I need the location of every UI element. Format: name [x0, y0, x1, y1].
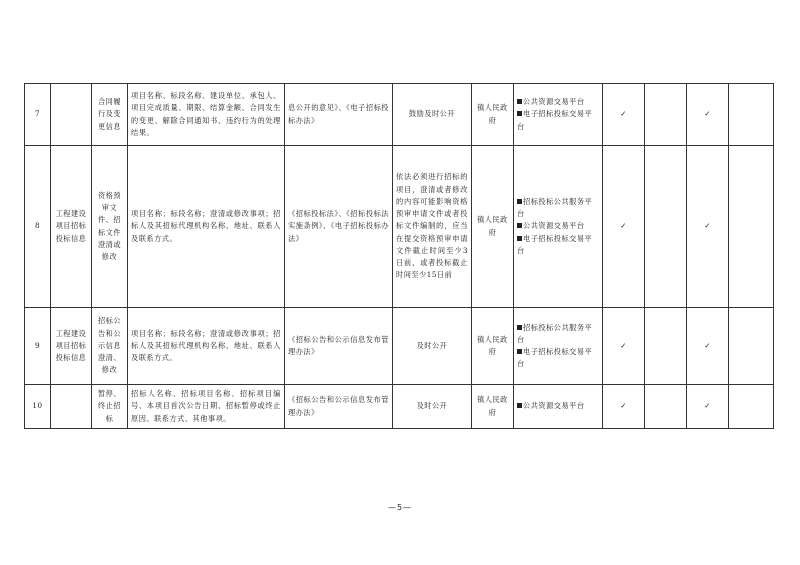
- platform-cell: [514, 385, 603, 429]
- check-cell-a: ✓: [603, 84, 645, 146]
- basis-cell: 息公开的意见》、《电子招标投标办法》: [285, 84, 393, 146]
- square-bullet-icon: [517, 223, 522, 228]
- check-cell-d: [729, 385, 774, 429]
- table-row: [25, 308, 774, 385]
- platform-item: 公共资源交易平台: [517, 400, 599, 412]
- timing-cell: 依法必须进行招标的项目，澄清或者修改的内容可能影响资格预审申请文件或者投标文件编制的，应当在提交资格预审申请文件截止时间至少3日前，或者投标截止时间至少15日前: [393, 146, 472, 308]
- platform-item: 公共资源交易平台: [517, 96, 599, 108]
- subject-cell: 镇人民政府: [472, 308, 514, 385]
- check-cell-b: [645, 308, 687, 385]
- check-cell-c: ✓: [687, 84, 729, 146]
- subject-cell: 镇人民政府: [472, 84, 514, 146]
- row-number: 7: [25, 84, 51, 146]
- timing-cell: 及时公开: [393, 308, 472, 385]
- square-bullet-icon: [517, 349, 522, 354]
- square-bullet-icon: [517, 111, 522, 116]
- check-cell-b: [645, 146, 687, 308]
- row-number: 10: [25, 385, 51, 429]
- table-row: [25, 146, 774, 308]
- platform-cell: [514, 146, 603, 308]
- check-cell-d: [729, 308, 774, 385]
- check-cell-a: ✓: [603, 385, 645, 429]
- subcategory-cell: 资格预审文件、招标文件澄清或修改: [92, 146, 128, 308]
- check-cell-d: [729, 146, 774, 308]
- subcategory-cell: 暂停、终止招标: [92, 385, 128, 429]
- platform-item: 电子招标投标交易平台: [517, 109, 593, 131]
- basis-cell: 《招标公告和公示信息发布管理办法》: [285, 308, 393, 385]
- square-bullet-icon: [517, 199, 522, 204]
- disclosure-table: [24, 83, 774, 429]
- subcategory-cell: 招标公告和公示信息澄清、修改: [92, 308, 128, 385]
- category-cell: 工程建设项目招标投标信息: [51, 308, 92, 385]
- check-cell-c: ✓: [687, 146, 729, 308]
- platform-cell: [514, 84, 603, 146]
- check-cell-a: ✓: [603, 146, 645, 308]
- check-cell-b: [645, 385, 687, 429]
- basis-cell: 《招标公告和公示信息发布管理办法》: [285, 385, 393, 429]
- platform-item: 招标投标公共服务平台: [517, 196, 593, 219]
- check-cell-a: ✓: [603, 308, 645, 385]
- platform-cell: [514, 308, 603, 385]
- square-bullet-icon: [517, 236, 522, 241]
- check-cell-c: ✓: [687, 385, 729, 429]
- platform-item: 公共资源交易平台: [517, 220, 599, 232]
- table-row: [25, 385, 774, 429]
- content-cell: 项目名称、标段名称、建设单位、承包人、项目完成质量、期限、结算金额、合同发生的变更、解除合同通知书、违约行为的处理结果。: [128, 84, 285, 146]
- square-bullet-icon: [517, 325, 522, 330]
- page-number: —5—: [387, 503, 413, 512]
- platform-item: 招标投标公共服务平台: [517, 322, 593, 344]
- category-cell: [51, 385, 92, 429]
- square-bullet-icon: [517, 403, 522, 408]
- category-cell: 工程建设项目招标投标信息: [51, 146, 92, 308]
- subcategory-cell: 合同履行及变更信息: [92, 84, 128, 146]
- table-row: [25, 84, 774, 146]
- content-cell: 项目名称；标段名称；澄清或修改事项；招标人及其招标代理机构名称、地址、联系人及联系方式。: [128, 146, 285, 308]
- timing-cell: 及时公开: [393, 385, 472, 429]
- row-number: 8: [25, 146, 51, 308]
- check-cell-b: [645, 84, 687, 146]
- platform-item: 电子招标投标交易平台: [517, 347, 593, 369]
- subject-cell: 镇人民政府: [472, 385, 514, 429]
- content-cell: 招标人名称、招标项目名称、招标项目编号、本项目首次公告日期、招标暂停或终止原因、联系方式、其他事项。: [128, 385, 285, 429]
- category-cell: [51, 84, 92, 146]
- platform-item: 电子招标投标交易平台: [517, 233, 593, 255]
- subject-cell: 镇人民政府: [472, 146, 514, 308]
- check-cell-d: [729, 84, 774, 146]
- timing-cell: 鼓励及时公开: [393, 84, 472, 146]
- check-cell-c: ✓: [687, 308, 729, 385]
- row-number: 9: [25, 308, 51, 385]
- content-cell: 项目名称；标段名称；澄清或修改事项；招标人及其招标代理机构名称、地址、联系人及联系方式。: [128, 308, 285, 385]
- square-bullet-icon: [517, 99, 522, 104]
- basis-cell: 《招标投标法》、《招标投标法实施条例》、《电子招标投标办法》: [285, 146, 393, 308]
